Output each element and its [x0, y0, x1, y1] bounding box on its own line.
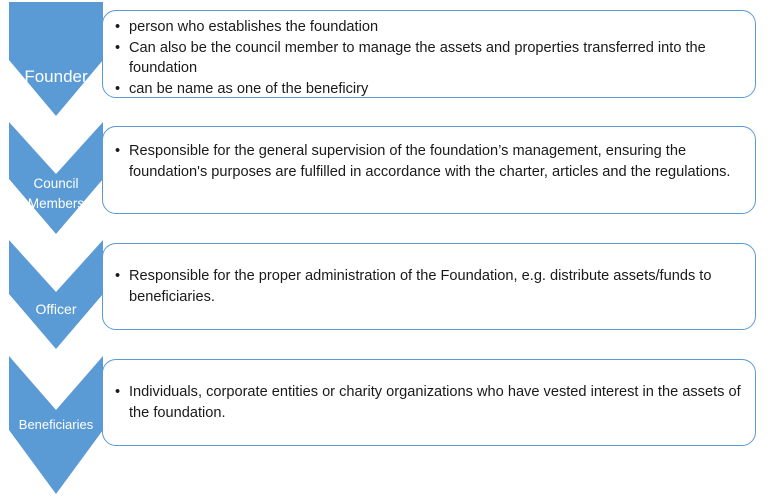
founder-description-box [102, 10, 756, 98]
stage-label-beneficiaries: Beneficiaries [18, 417, 94, 432]
chevron-founder [9, 2, 103, 116]
stage-label-founder: Founder [24, 67, 88, 86]
council-members-description-box [102, 126, 756, 214]
chevron-officer [9, 240, 103, 349]
bullet-item: • Responsible for the general supervision of the foundation’s management, ensuring the foundation's purposes are fulfilled in accordance with the charter, articles and the regulations. [115, 141, 741, 182]
bullet-list [115, 266, 741, 307]
bullet-item: • Can also be the council member to manage the assets and properties transferred into the foundation [115, 38, 741, 79]
bullet-item: • Responsible for the proper administration of the Foundation, e.g. distribute assets/funds to beneficiaries. [115, 266, 741, 307]
bullet-item: • can be name as one of the beneficiry [115, 79, 741, 100]
bullet-list [115, 141, 741, 182]
stage-label-line: Members [27, 196, 85, 211]
officer-description-box [102, 243, 756, 330]
beneficiaries-description-box [102, 359, 756, 446]
bullet-list [115, 17, 741, 99]
bullet-item: • Individuals, corporate entities or charity organizations who have vested interest in the assets of the foundation. [115, 382, 741, 423]
bullet-item: • person who establishes the foundation [115, 17, 741, 38]
stage-label-line: Council [33, 176, 79, 191]
bullet-list [115, 382, 741, 423]
stage-label-council-members [0, 174, 112, 214]
stage-label-officer: Officer [35, 301, 77, 317]
